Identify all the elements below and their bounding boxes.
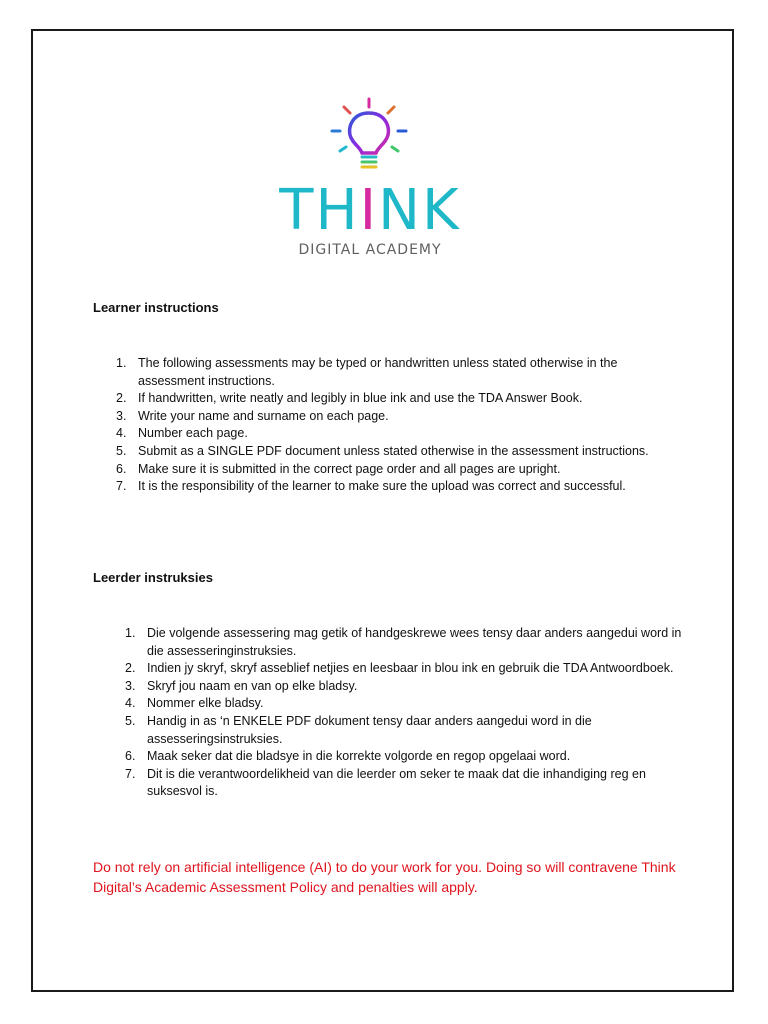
item-number: 4. (125, 696, 136, 711)
item-number: 5. (125, 713, 136, 728)
item-text: Make sure it is submitted in the correct page order and all pages are upright. (138, 461, 561, 476)
learner-instructions-heading: Learner instructions (93, 300, 219, 315)
item-number: 2. (116, 391, 127, 406)
list-item (116, 425, 676, 443)
item-text: Skryf jou naam en van op elke bladsy. (147, 678, 358, 693)
list-item (125, 625, 685, 660)
list-item (116, 390, 676, 408)
item-text: The following assessments may be typed or handwritten unless stated otherwise in the assessment instructions. (138, 356, 618, 388)
item-number: 7. (125, 766, 136, 781)
logo-word-nk: NK (378, 178, 461, 243)
item-number: 5. (116, 443, 127, 458)
ai-policy-warning: Do not rely on artificial intelligence (AI) to do your work for you. Doing so will contravene Think Digital’s Academic Assessment Policy and penalties will apply. (93, 859, 676, 895)
list-item (116, 461, 676, 479)
item-number: 3. (116, 408, 127, 423)
item-text: Nommer elke bladsy. (147, 696, 264, 711)
item-number: 6. (125, 749, 136, 764)
item-text: Write your name and surname on each page. (138, 408, 389, 423)
item-text: Dit is die verantwoordelikheid van die leerder om seker te maak dat die inhandiging reg en suksesvol is. (147, 766, 646, 799)
item-text: If handwritten, write neatly and legibly in blue ink and use the TDA Answer Book. (138, 391, 583, 406)
logo-word-th: TH (279, 178, 360, 243)
item-text: It is the responsibility of the learner to make sure the upload was correct and successful. (138, 479, 626, 494)
item-text: Number each page. (138, 426, 248, 441)
list-item (116, 408, 676, 426)
leerder-instruksies-list (125, 625, 685, 801)
list-item (125, 678, 685, 696)
list-item (125, 660, 685, 678)
list-item (116, 443, 676, 461)
logo-subtitle: DIGITAL ACADEMY (298, 242, 442, 258)
item-number: 2. (125, 661, 136, 676)
list-item (116, 355, 676, 390)
lightbulb-icon (310, 95, 430, 190)
list-item (125, 713, 685, 748)
item-number: 1. (125, 626, 136, 640)
item-text: Indien jy skryf, skryf asseblief netjies en leesbaar in blou ink en gebruik die TDA Antwoordboek. (147, 661, 674, 676)
list-item (125, 766, 685, 801)
logo-wordmark (270, 178, 470, 243)
list-item (125, 695, 685, 713)
item-number: 4. (116, 426, 127, 441)
list-item (116, 478, 676, 496)
item-number: 7. (116, 479, 127, 494)
leerder-instruksies-heading: Leerder instruksies (93, 570, 213, 585)
list-item (125, 748, 685, 766)
item-text: Handig in as ‘n ENKELE PDF dokument tensy daar anders aangedui word in die assesseringsinstruksies. (147, 713, 592, 746)
learner-instructions-list (116, 355, 676, 496)
logo-word-i: I (359, 178, 379, 243)
item-text: Die volgende assessering mag getik of handgeskrewe wees tensy daar anders aangedui word in die assesseringinstruksies. (147, 626, 682, 658)
item-number: 3. (125, 678, 136, 693)
think-digital-academy-logo (270, 95, 470, 265)
item-text: Submit as a SINGLE PDF document unless stated otherwise in the assessment instructions. (138, 443, 649, 458)
item-number: 1. (116, 356, 127, 370)
item-number: 6. (116, 461, 127, 476)
item-text: Maak seker dat die bladsye in die korrekte volgorde en regop opgelaai word. (147, 749, 571, 764)
